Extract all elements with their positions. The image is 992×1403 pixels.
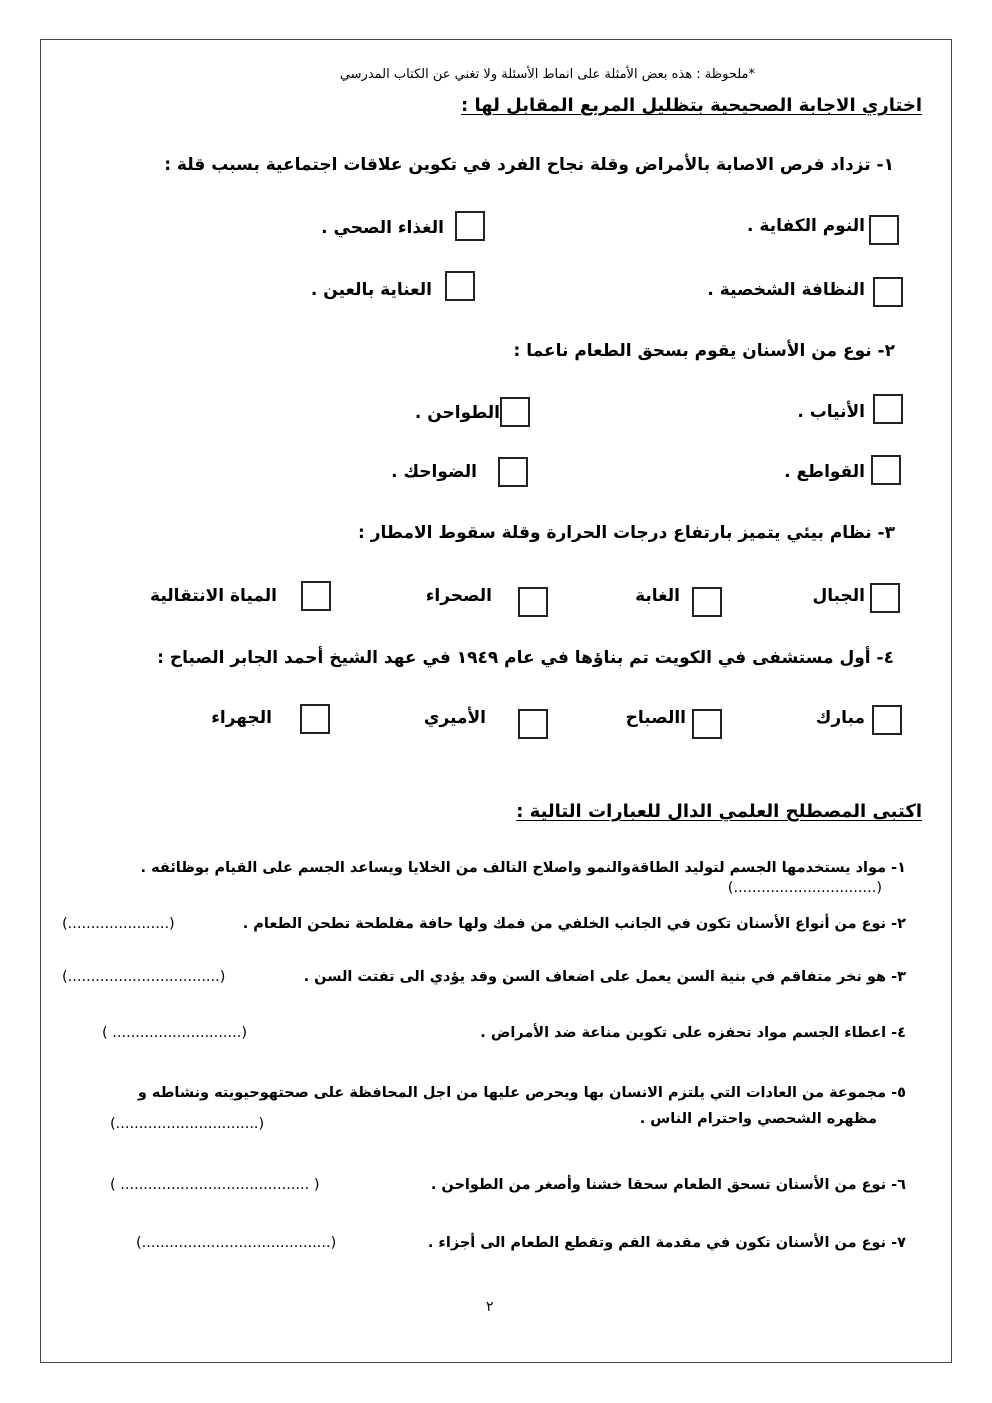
term-blank-5[interactable]: (...............................) xyxy=(110,1116,265,1132)
option-q1-b: الغذاء الصحي . xyxy=(321,218,444,238)
term-blank-4[interactable]: ( ............................) xyxy=(102,1025,247,1041)
option-q1-c: النظافة الشخصية . xyxy=(707,280,865,300)
checkbox-q4-b[interactable] xyxy=(692,709,722,739)
term-blank-6[interactable]: ( ......................................... ) xyxy=(110,1177,320,1193)
term-item-4: ٤- اعطاء الجسم مواد تحفزه على تكوين مناعة ضد الأمراض . xyxy=(480,1025,906,1041)
term-item-1: ١- مواد يستخدمها الجسم لتوليد الطاقةوالنمو واصلاح التالف من الخلايا ويساعد الجسم على القيام بوظائفه . xyxy=(140,860,906,876)
section2-title: اكتبى المصطلح العلمي الدال للعبارات التالية : xyxy=(516,801,922,822)
option-q1-a: النوم الكفاية . xyxy=(747,216,865,236)
question-2: ٢- نوع من الأسنان يقوم بسحق الطعام ناعما : xyxy=(513,341,895,361)
page-border xyxy=(40,39,952,1363)
option-q4-c: الأميري xyxy=(423,708,486,728)
term-blank-2[interactable]: (......................) xyxy=(62,916,175,932)
section1-title: اختاري الاجابة الصحيحية بتظليل المربع المقابل لها : xyxy=(461,95,922,116)
checkbox-q4-d[interactable] xyxy=(300,704,330,734)
checkbox-q3-c[interactable] xyxy=(518,587,548,617)
term-blank-1[interactable]: (...............................) xyxy=(727,880,882,896)
option-q3-b: الغابة xyxy=(635,586,680,606)
term-item-2: ٢- نوع من أنواع الأسنان تكون في الجانب الخلفي من فمك ولها حافة مفلطحة تطحن الطعام . xyxy=(242,916,906,932)
option-q2-a: الأنياب . xyxy=(797,402,865,422)
question-1: ١- تزداد فرص الاصابة بالأمراض وقلة نجاح الفرد في تكوين علاقات اجتماعية بسبب قلة : xyxy=(164,155,894,175)
page-number: ٢ xyxy=(486,1299,494,1315)
option-q4-a: مبارك xyxy=(815,708,865,728)
term-item-5-line2: مظهره الشحصي واحترام الناس . xyxy=(639,1111,877,1127)
option-q2-d: الضواحك . xyxy=(391,462,477,482)
option-q2-c: القواطع . xyxy=(784,462,865,482)
option-q4-b: االصباح xyxy=(625,708,686,728)
option-q3-a: الجبال xyxy=(812,586,865,606)
checkbox-q2-b[interactable] xyxy=(500,397,530,427)
option-q3-c: الصحراء xyxy=(425,586,492,606)
checkbox-q2-c[interactable] xyxy=(871,455,901,485)
checkbox-q2-d[interactable] xyxy=(498,457,528,487)
checkbox-q3-d[interactable] xyxy=(301,581,331,611)
term-blank-7[interactable]: (.........................................) xyxy=(136,1235,337,1251)
term-item-5: ٥- مجموعة من العادات التي يلتزم الانسان بها ويحرص عليها من اجل المحافظة على صحتهوحيويته ونشاطه و xyxy=(137,1085,906,1101)
term-item-7: ٧- نوع من الأسنان تكون في مقدمة الفم وتقطع الطعام الى أجزاء . xyxy=(427,1235,906,1251)
checkbox-q4-c[interactable] xyxy=(518,709,548,739)
disclaimer-note: *ملحوظة : هذه بعض الأمثلة على انماط الأسئلة ولا تغني عن الكتاب المدرسي xyxy=(339,67,755,82)
checkbox-q3-a[interactable] xyxy=(870,583,900,613)
question-3: ٣- نظام بيئي يتميز بارتفاع درجات الحرارة وقلة سقوط الامطار : xyxy=(358,523,895,543)
checkbox-q1-d[interactable] xyxy=(445,271,475,301)
term-blank-3[interactable]: (.................................) xyxy=(62,969,226,985)
checkbox-q1-a[interactable] xyxy=(869,215,899,245)
question-4: ٤- أول مستشفى في الكويت تم بناؤها في عام ١٩٤٩ في عهد الشيخ أحمد الجابر الصباح : xyxy=(157,648,894,668)
option-q4-d: الجهراء xyxy=(211,708,272,728)
option-q3-d: المياة الانتقالية xyxy=(150,586,277,606)
checkbox-q3-b[interactable] xyxy=(692,587,722,617)
checkbox-q1-b[interactable] xyxy=(455,211,485,241)
checkbox-q2-a[interactable] xyxy=(873,394,903,424)
option-q1-d: العناية بالعين . xyxy=(310,280,432,300)
term-item-3: ٣- هو نخر متفاقم في بنية السن يعمل على اضعاف السن وقد يؤدي الى تفتت السن . xyxy=(303,969,906,985)
checkbox-q4-a[interactable] xyxy=(872,705,902,735)
option-q2-b: الطواحن . xyxy=(414,403,500,423)
checkbox-q1-c[interactable] xyxy=(873,277,903,307)
term-item-6: ٦- نوع من الأسنان تسحق الطعام سحقا خشنا وأصغر من الطواحن . xyxy=(430,1177,906,1193)
